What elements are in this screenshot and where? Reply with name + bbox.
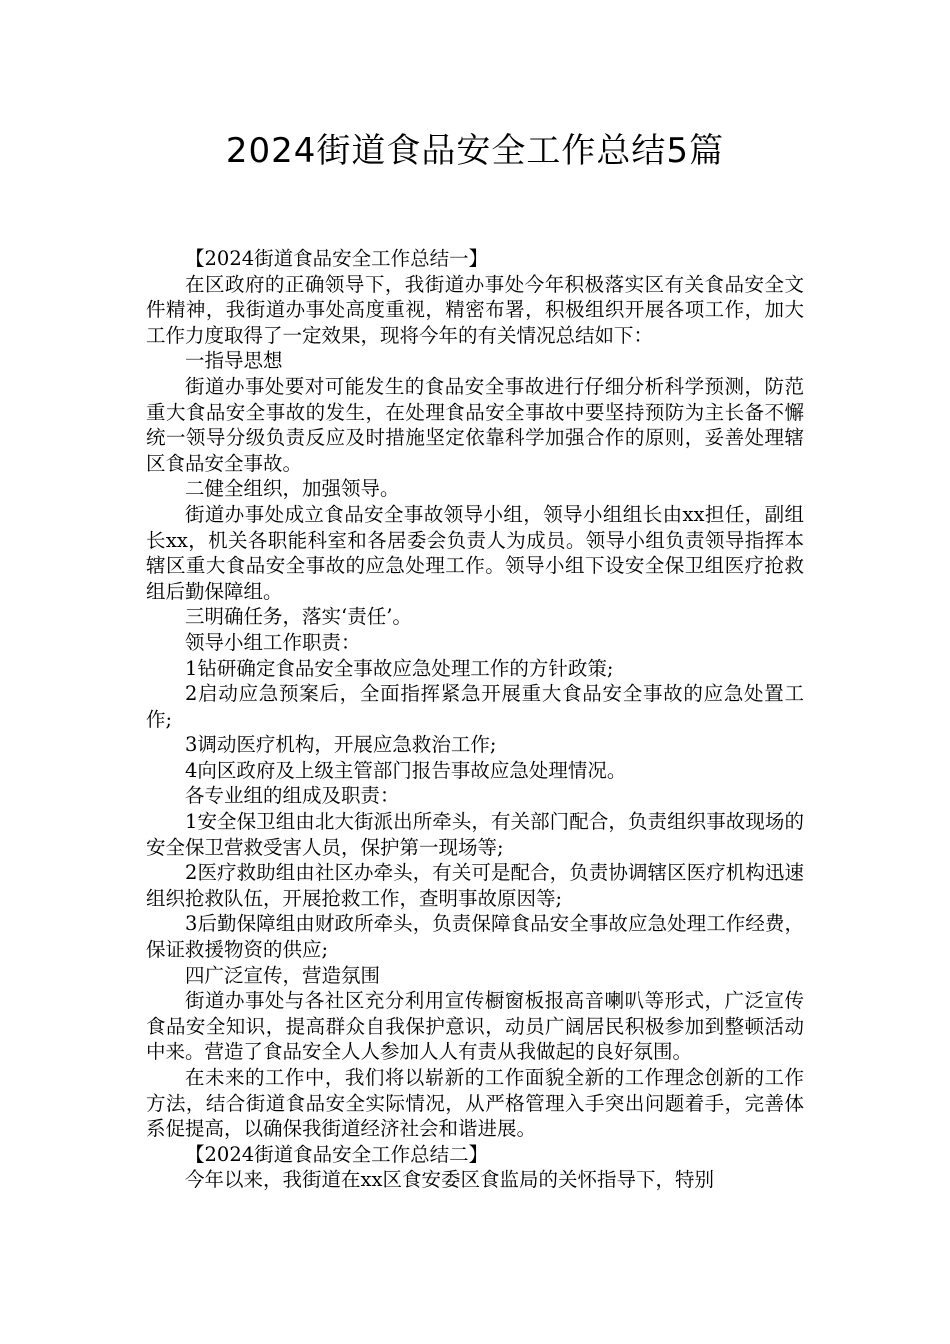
list-item: 3调动医疗机构，开展应急救治工作; (185, 733, 497, 757)
document-title: 2024街道食品安全工作总结5篇 (225, 131, 725, 171)
document-body (146, 246, 804, 1193)
paragraph: 街道办事处要对可能发生的食品安全事故进行仔细分析科学预测，防范重大食品安全事故的发生，在处理食品安全事故中要坚持预防为主长备不懈统一领导分级负责反应及时措施坚定依靠科学加强合作的原则，妥善处理辖区食品安全事故。 (146, 374, 804, 475)
paragraph: 各专业组的组成及职责： (185, 784, 400, 808)
list-item: 1钻研确定食品安全事故应急处理工作的方针政策; (185, 656, 614, 680)
list-item: 2启动应急预案后，全面指挥紧急开展重大食品安全事故的应急处置工作; (146, 682, 804, 731)
paragraph: 领导小组工作职责： (185, 630, 361, 654)
list-item: 3后勤保障组由财政所牵头，负责保障食品安全事故应急处理工作经费，保证救援物资的供应; (146, 912, 804, 962)
subheading: 一指导思想 (185, 349, 283, 373)
subheading: 二健全组织，加强领导。 (185, 477, 400, 501)
list-item: 1安全保卫组由北大街派出所牵头，有关部门配合，负责组织事故现场的安全保卫营救受害人员，保护第一现场等; (146, 810, 804, 859)
subheading: 三明确任务，落实‘责任’。 (185, 605, 412, 629)
section-heading-1: 【2024街道食品安全工作总结一】 (185, 247, 489, 270)
list-item: 4向区政府及上级主管部门报告事故应急处理情况。 (185, 758, 627, 782)
paragraph: 街道办事处成立食品安全事故领导小组，领导小组组长由xx担任，副组长xx，机关各职能科室和各居委会负责人为成员。领导小组负责领导指挥本辖区重大食品安全事故的应急处理工作。领导小组下设安全保卫组医疗抢救组后勤保障组。 (146, 502, 804, 603)
paragraph: 在区政府的正确领导下，我街道办事处今年积极落实区有关食品安全文件精神，我街道办事处高度重视，精密布署，积极组织开展各项工作，加大工作力度取得了一定效果，现将今年的有关情况总结如下： (146, 272, 804, 347)
list-item: 2医疗救助组由社区办牵头，有关可是配合，负责协调辖区医疗机构迅速组织抢救队伍，开展抢救工作，查明事故原因等; (146, 861, 804, 910)
section-heading-2: 【2024街道食品安全工作总结二】 (185, 1142, 489, 1166)
paragraph: 街道办事处与各社区充分利用宣传橱窗板报高音喇叭等形式，广泛宣传食品安全知识，提高群众自我保护意识，动员广阔居民积极参加到整顿活动中来。营造了食品安全人人参加人人有责从我做起的良好氛围。 (146, 989, 804, 1064)
paragraph: 今年以来，我街道在xx区食安委区食监局的关怀指导下，特别 (185, 1168, 714, 1192)
paragraph: 在未来的工作中，我们将以崭新的工作面貌全新的工作理念创新的工作方法，结合街道食品安全实际情况，从严格管理入手突出问题着手，完善体系促提高，以确保我街道经济社会和谐进展。 (146, 1066, 804, 1141)
subheading: 四广泛宣传，营造氛围 (185, 963, 381, 987)
